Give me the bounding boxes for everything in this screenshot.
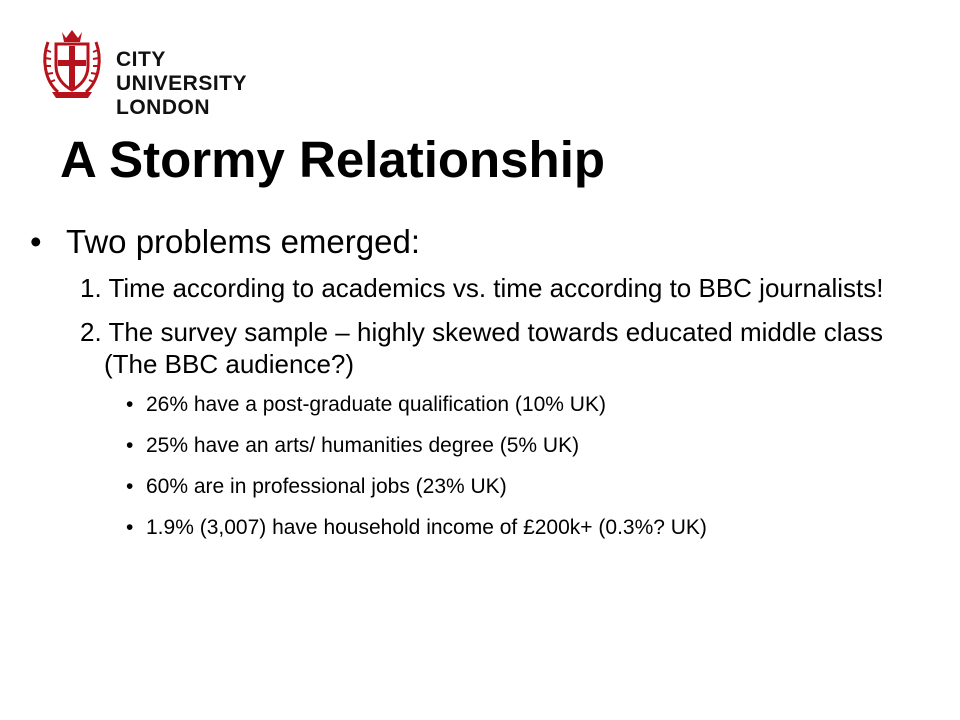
bullet-icon: • — [30, 223, 42, 260]
problem-item-2 — [0, 316, 960, 380]
problem-text: 1. Time according to academics vs. time according to BBC journalists! — [80, 273, 884, 303]
university-name-line1: CITY UNIVERSITY — [116, 48, 248, 95]
bullet-icon: • — [126, 393, 134, 416]
university-crest-icon — [40, 28, 104, 104]
main-point — [0, 222, 960, 262]
problem-text: 2. The survey sample – highly skewed towards educated middle class (The BBC audience?) — [80, 317, 884, 379]
university-name-line2: LONDON — [116, 96, 210, 119]
slide-title: A Stormy Relationship — [60, 131, 606, 188]
stat-text: 1.9% (3,007) have household income of £200k+ (0.3%? UK) — [146, 516, 707, 539]
slide-body — [0, 222, 960, 556]
bullet-icon: • — [126, 434, 134, 457]
stats-list — [0, 392, 960, 541]
list-item — [0, 392, 960, 418]
main-point-text: Two problems emerged: — [66, 223, 420, 260]
university-name — [116, 48, 290, 120]
city-university-logo — [40, 28, 290, 119]
problem-item-1 — [0, 272, 960, 304]
bullet-icon: • — [126, 516, 134, 539]
bullet-icon: • — [126, 475, 134, 498]
stat-text: 26% have a post-graduate qualification (10% UK) — [146, 393, 606, 416]
list-item — [0, 515, 960, 541]
stat-text: 60% are in professional jobs (23% UK) — [146, 475, 507, 498]
list-item — [0, 474, 960, 500]
list-item — [0, 433, 960, 459]
stat-text: 25% have an arts/ humanities degree (5% UK) — [146, 434, 580, 457]
established-year: EST 1894 — [57, 94, 84, 100]
